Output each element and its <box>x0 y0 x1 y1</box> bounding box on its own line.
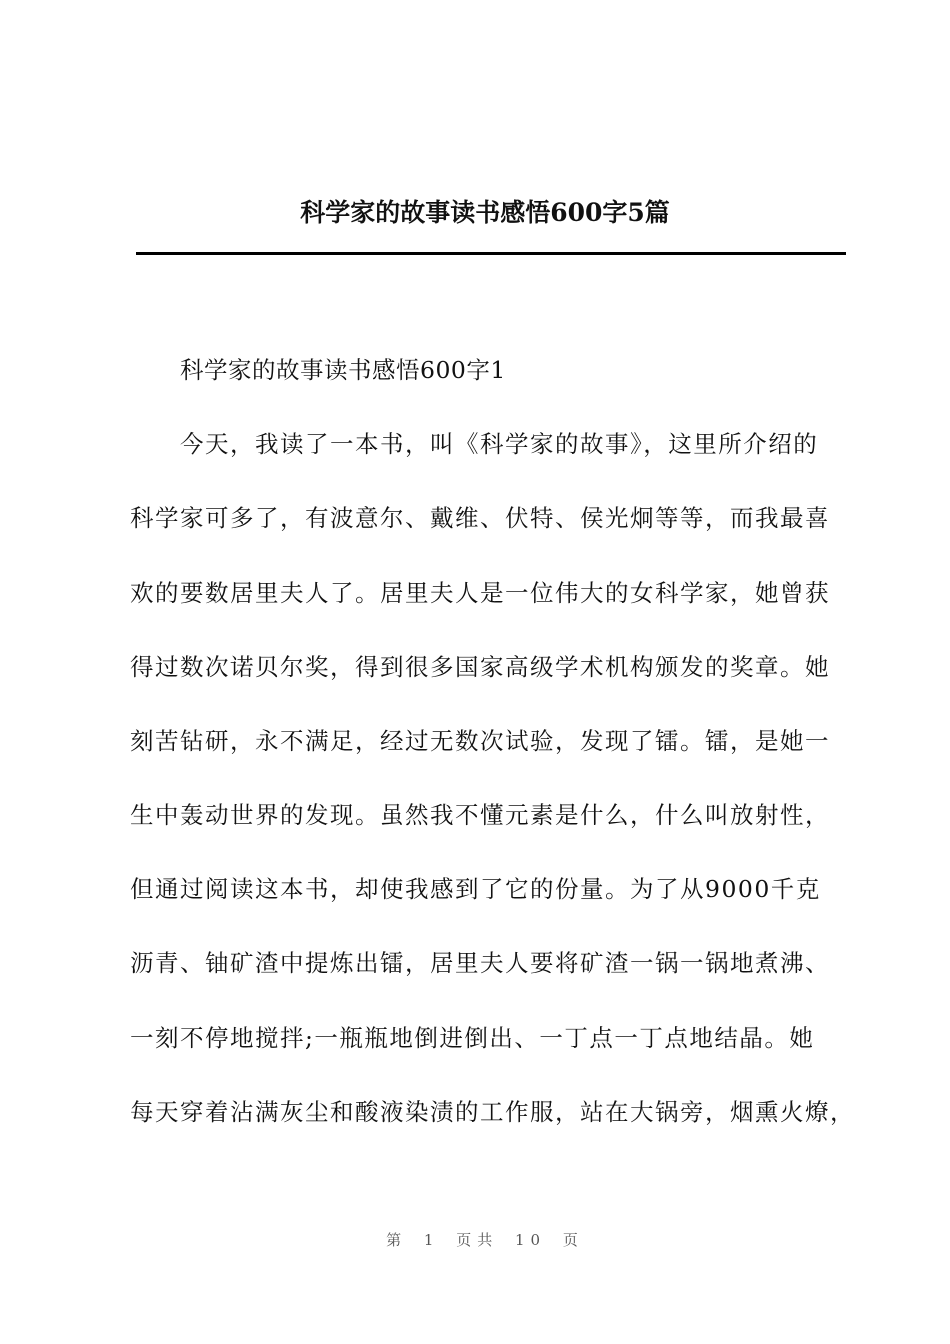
paragraph-line: 一刻不停地搅拌;一瓶瓶地倒进倒出、一丁点一丁点地结晶。她 <box>130 1024 815 1052</box>
paragraph-line: 欢的要数居里夫人了。居里夫人是一位伟大的女科学家，她曾获 <box>130 579 830 607</box>
paragraph-line: 得过数次诺贝尔奖，得到很多国家高级学术机构颁发的奖章。她 <box>130 653 830 681</box>
page-footer: 第 1 页共 10 页 <box>386 1231 584 1249</box>
paragraph-line: 沥青、铀矿渣中提炼出镭，居里夫人要将矿渣一锅一锅地煮沸、 <box>130 949 830 977</box>
paragraph-line: 但通过阅读这本书，却使我感到了它的份量。为了从9000千克 <box>130 875 821 903</box>
paragraph-line: 科学家可多了，有波意尔、戴维、伏特、侯光炯等等，而我最喜 <box>130 504 830 532</box>
paragraph-line: 今天，我读了一本书，叫《科学家的故事》，这里所介绍的 <box>180 430 819 458</box>
paragraph-line: 每天穿着沾满灰尘和酸液染渍的工作服，站在大锅旁，烟熏火燎， <box>130 1098 855 1126</box>
title-divider <box>136 252 846 255</box>
section-heading: 科学家的故事读书感悟600字1 <box>180 356 506 384</box>
document-title: 科学家的故事读书感悟600字5篇 <box>300 198 670 227</box>
paragraph-line: 生中轰动世界的发现。虽然我不懂元素是什么，什么叫放射性， <box>130 801 830 829</box>
paragraph-line: 刻苦钻研，永不满足，经过无数次试验，发现了镭。镭，是她一 <box>130 727 830 755</box>
